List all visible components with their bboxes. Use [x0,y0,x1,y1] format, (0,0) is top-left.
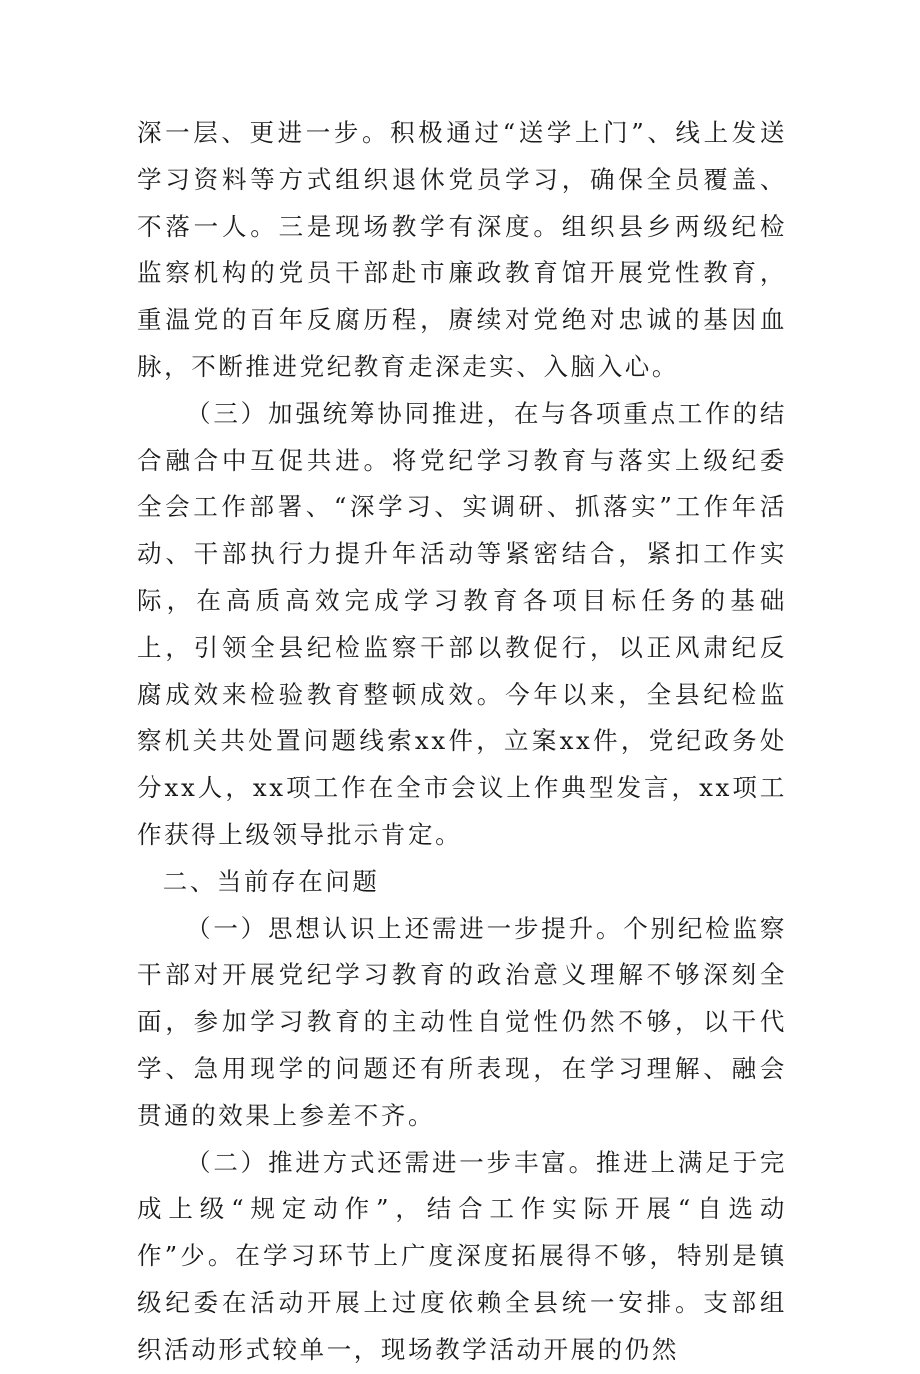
paragraph-section-three: （三）加强统筹协同推进，在与各项重点工作的结合融合中互促共进。将党纪学习教育与落实上级纪委全会工作部署、“深学习、实调研、抓落实”工作年活动、干部执行力提升年活动等紧密结合，紧扣工作实际，在高质高效完成学习教育各项目标任务的基础上，引领全县纪检监察干部以教促行，以正风肃纪反腐成效来检验教育整顿成效。今年以来，全县纪检监察机关共处置问题线索xx件，立案xx件，党纪政务处分xx人，xx项工作在全市会议上作典型发言，xx项工作获得上级领导批示肯定。 [137,398,787,849]
paragraph-continued: 深一层、更进一步。积极通过“送学上门”、线上发送学习资料等方式组织退休党员学习，确保全员覆盖、不落一人。三是现场教学有深度。组织县乡两级纪检监察机构的党员干部赴市廉政教育馆开展党性教育，重温党的百年反腐历程，赓续对党绝对忠诚的基因血脉，不断推进党纪教育走深走实、入脑入心。 [137,118,787,381]
paragraph-problem-two: （二）推进方式还需进一步丰富。推进上满足于完成上级“规定动作”，结合工作实际开展“自选动作”少。在学习环节上广度深度拓展得不够，特别是镇级纪委在活动开展上过度依赖全县统一安排。支部组织活动形式较单一，现场教学活动开展的仍然 [137,1147,787,1364]
paragraph-problem-one: （一）思想认识上还需进一步提升。个别纪检监察干部对开展党纪学习教育的政治意义理解不够深刻全面，参加学习教育的主动性自觉性仍然不够，以干代学、急用现学的问题还有所表现，在学习理解、融会贯通的效果上参差不齐。 [137,913,787,1130]
section-heading-current-problems: 二、当前存在问题 [162,866,380,896]
document-body [137,110,787,1374]
